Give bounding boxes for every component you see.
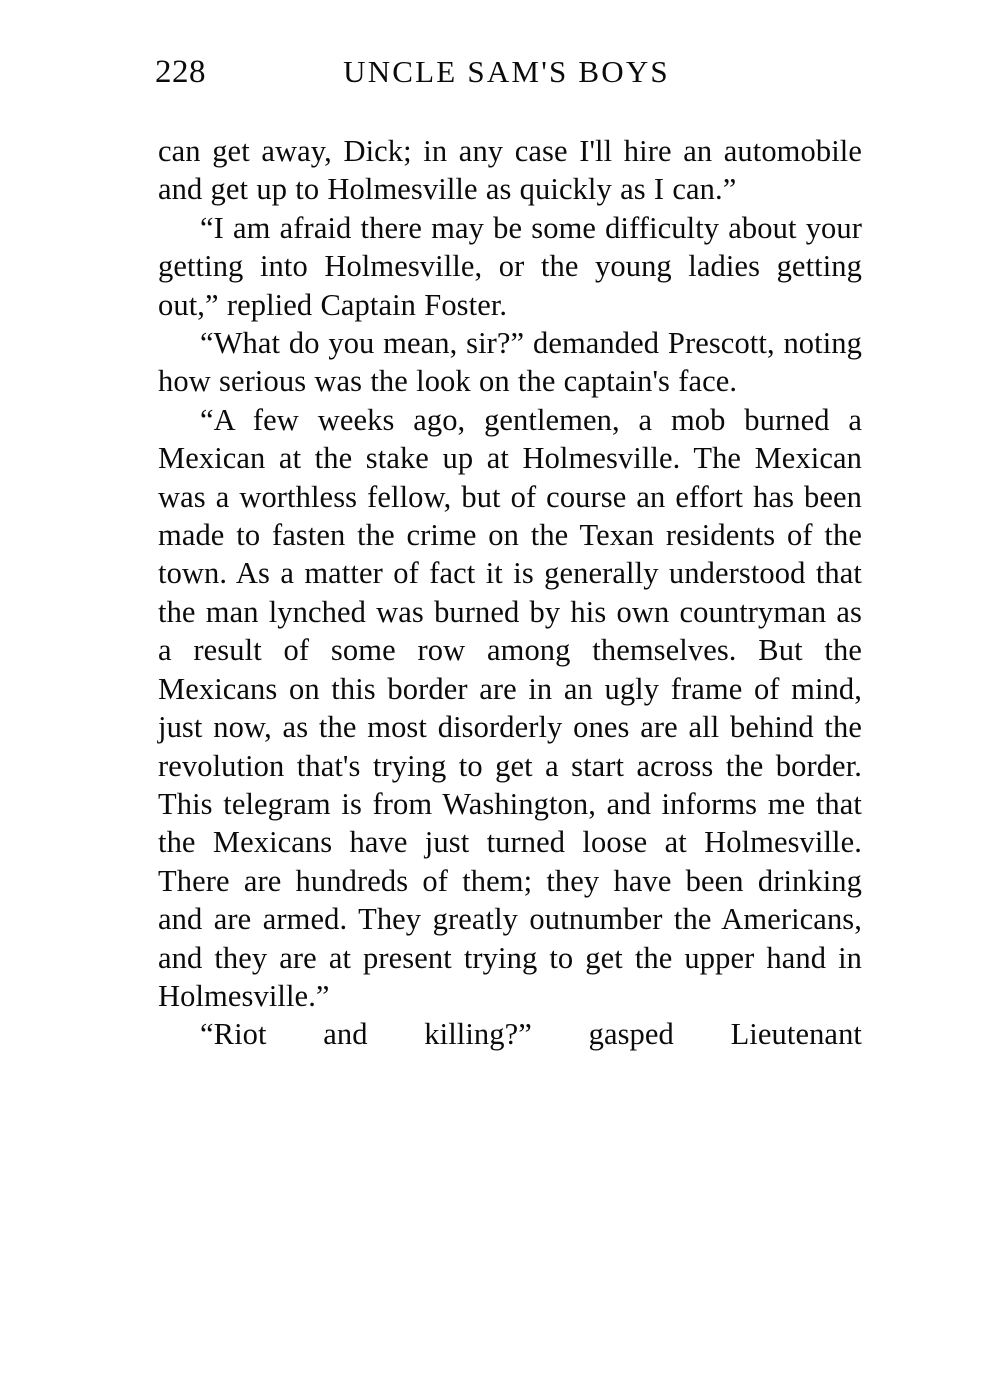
paragraph: “A few weeks ago, gentlemen, a mob burned a Mexican at the stake up at Holmesville. The Mexican was a worthless fellow, but of course an effort has been made to fasten the crime on the Texan residents of the town. As a matter of fact it is generally understood that the man lynched was burned by his own countryman as a result of some row among themselves. But the Mexicans on this border are in an ugly frame of mind, just now, as the most disorderly ones are all behind the revolution that's trying to get a start across the border. This telegram is from Washington, and informs me that the Mexicans have just turned loose at Holmesville. There are hundreds of them; they have been drinking and are armed. They greatly outnumber the Americans, and they are at present trying to get the upper hand in Holmesville.” bbox=[158, 402, 862, 1013]
paragraph: “I am afraid there may be some difficulty about your getting into Holmesville, or the young ladies getting out,” replied Captain Foster. bbox=[158, 210, 862, 322]
page-header bbox=[155, 56, 855, 102]
running-head-title: UNCLE SAM'S BOYS bbox=[343, 54, 670, 89]
paragraph: can get away, Dick; in any case I'll hire an automobile and get up to Holmesville as quickly as I can.” bbox=[158, 134, 862, 207]
paragraph: “What do you mean, sir?” demanded Prescott, noting how serious was the look on the captain's face. bbox=[158, 326, 862, 399]
page-number: 228 bbox=[155, 54, 206, 90]
page-body bbox=[158, 132, 862, 1092]
paragraph: “Riot and killing?” gasped Lieutenant bbox=[200, 1017, 862, 1052]
